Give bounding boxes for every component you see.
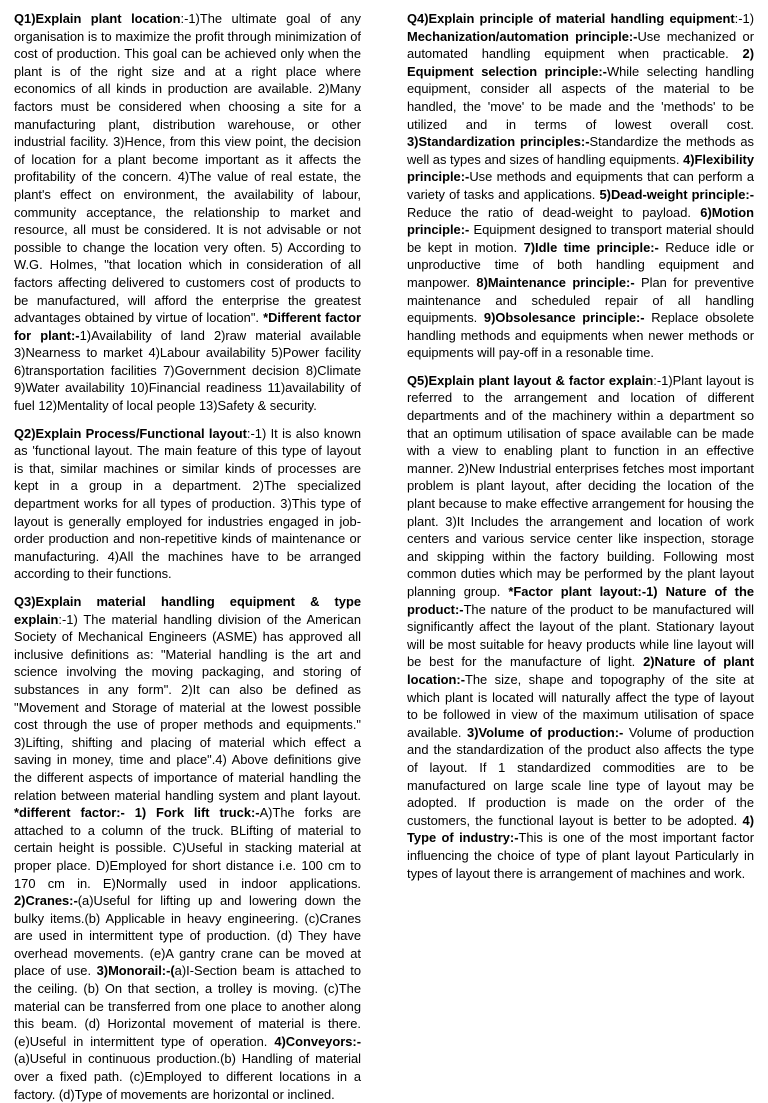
q4-text-5: Reduce the ratio of dead-weight to payload.: [407, 204, 701, 220]
q4-text-7: Reduce idle or unproductive time of both handling equipment and manpower.: [407, 239, 754, 290]
q3-conveyors-text: (a)Useful in continuous production.(b) Handling of material over a fixed path. (c)Employed to different locations in a factory. (d)Type of movements are horizontal or inclined.: [14, 1051, 361, 1102]
q4-principle-6: 6)Motion principle:-: [407, 204, 754, 238]
q4-intro: :-1): [734, 11, 754, 26]
q1-heading: Q1)Explain plant location: [14, 11, 181, 26]
q3-monorail-heading: 3)Monorail:-(: [96, 963, 175, 979]
q4-text-1: Use mechanized or automated handling equipment when practicable.: [407, 28, 754, 62]
q4-principle-7: 7)Idle time principle:-: [523, 239, 659, 255]
q2-text: :-1) It is also known as 'functional layout. The main feature of this type of layout is that, similar machines or similar kinds of processes are kept in a group in a department. 2)The specialized department works for all types of production. 3)This type of layout is generally employed for industries engaged in job-order production and non-repetitive kinds of maintenance or manufacturing. 4)All the machines have to be arranged according to their functions.: [14, 425, 362, 582]
q3-conveyors-heading: 4)Conveyors:-: [274, 1033, 361, 1049]
q3-paragraph: [14, 593, 361, 1103]
q3-text: :-1) The material handling division of the American Society of Mechanical Engineers (ASME) has approved all inclusive definitions as: "Material handling is the art and science involving the moving packaging, and storing of substances in any form". 2)It can also be defined as "Movement and Storage of material at the lowest possible cost through the use of proper methods and equipments." 3)Lifting, shifting and placing of material which effect a saving in money, time and place".4) Above definitions give the different aspects of importance of material handling the relation between material handling system and plant layout.: [14, 611, 361, 803]
q5-text-4: Volume of production and the standardization of the product also affects the type of layout. If 1 standardized commodities are to be manufactured on large scale line type of layout may be adopted. If production is made on the order of the customers, the functional layout is better to be adopted.: [407, 724, 754, 828]
q4-text-2: While selecting handling equipment, consider all aspects of the material to be handled, the 'move' to be made and the 'methods' to be utilized and in terms of lowest overall cost.: [407, 63, 754, 132]
q2-heading: Q2)Explain Process/Functional layout: [14, 425, 247, 441]
q3-factor-heading: *different factor:- 1) Fork lift truck:-: [14, 805, 260, 821]
q1-factors-text: 1)Availability of land 2)raw material available 3)Nearness to market 4)Labour availability 5)Power facility 6)transportation facilities 7)Government decision 8)Climate 9)Water availability 10)Financial readiness 11)availability of fuel 12)Mentality of local people 13)Safety & security.: [14, 327, 361, 414]
q5-volume-heading: 3)Volume of production:-: [467, 724, 624, 740]
q4-text-3: Standardize the methods as well as types and sizes of handling equipments.: [407, 134, 754, 167]
q5-text-5: This is one of the most important factor influencing the choice of type of plant layout Particularly in types of layout there is arrangement of machines and work.: [407, 830, 754, 881]
q4-paragraph: [407, 10, 754, 362]
q2-paragraph: [14, 425, 361, 583]
q3-monorail-text: a)I-Section beam is attached to the ceiling. (b) On that section, a trolley is moving. (c)The material can be transferred from one place to another along this beam. (d) Horizontal movement of material is there. (e)Useful in intermittent type of operation.: [14, 963, 361, 1049]
q4-principle-2: 2) Equipment selection principle:-: [407, 46, 754, 79]
q5-text: :-1)Plant layout is referred to the arrangement and location of different departments and of the machinery within a department so that an optimum utilisation of space available can be made with a view to enabling plant to function in an effective manner. 2)New Industrial enterprises fetches most important problem is plant layout, after deciding the location of the plant because to make effective arrangement for housing the plant. 3)It Includes the arrangement and location of work centers and various service center like inspection, storage and skipping within the factory building. Following most common duties which may be performed by the plant layout planning group.: [407, 372, 754, 599]
q1-text: :-1)The ultimate goal of any organisation is to maximize the profit through minimization of cost of production. This goal can be achieved only when the plant is of the right size and at a right place where economics of all kinds in production are available. 2)Many factors must be considered when choosing a site for a manufacturing plant, distribution warehouse, or other industrial facility. 3)Hence, from this view point, the decision of location for a plant become important as it affects the profitability of the concern. 4)The value of real estate, the plant's effect on environment, the availability of labour, community acceptance, the relationship to market and resource, all must be considered. It is not advisable or not possible to change the location very often. 5) According to W.G. Holmes, "that location which in consideration of all factors affecting delivered to customers cost of products to be manufactured, will afford the enterprise the greatest advantages obtained by virtue of location".: [14, 11, 361, 326]
q5-factor-heading: *Factor plant layout:-1) Nature of the product:-: [407, 584, 754, 617]
q5-text-3: The size, shape and topography of the site at which plant is located will naturally affect the type of layout to be followed in view of the maximum utilisation of space available.: [407, 671, 754, 740]
right-column: [407, 10, 754, 1024]
q4-principle-1: Mechanization/automation principle:-: [407, 28, 638, 44]
q5-paragraph: [407, 372, 754, 882]
q4-text-8: Plan for preventive maintenance and scheduled repair of all handling equipments.: [407, 274, 755, 326]
q4-principle-9: 9)Obsolesance principle:-: [483, 310, 645, 326]
q5-heading: Q5)Explain plant layout & factor explain: [407, 372, 654, 388]
q4-text-6: Equipment designed to transport material should be kept in motion.: [407, 222, 754, 255]
q5-industry-heading: 4) Type of industry:-: [407, 812, 754, 846]
q3-cranes-heading: 2)Cranes:-: [14, 893, 78, 909]
q4-heading: Q4)Explain principle of material handling equipment: [407, 11, 735, 26]
q1-factors-heading: *Different factor for plant:-: [14, 310, 361, 343]
q5-location-heading: 2)Nature of plant location:-: [407, 654, 754, 687]
q3-heading: Q3)Explain material handling equipment & type explain: [14, 594, 361, 627]
q4-text-9: Replace obsolete handling methods and equipments when newer methods or equipments will pay-off in a resonable time.: [407, 310, 754, 361]
q1-paragraph: [14, 10, 361, 415]
left-column: [14, 10, 362, 1102]
q3-forklift-text: A)The forks are attached to a column of the truck. BLifting of material to certain height is possible. C)Useful in stacking material at proper place. D)Employed for short distance i.e. 100 cm to 170 cm in. E)Normally used in indoor applications.: [14, 805, 361, 891]
q5-text-2: The nature of the product to be manufactured will significantly affect the layout of the plant. Stationary layout will be most suitable for heavy products while line layout will be best for the manufacture of light.: [407, 601, 754, 670]
q4-text-4: Use methods and equipments that can perform a variety of tasks and applications.: [407, 169, 754, 202]
q4-principle-5: 5)Dead-weight principle:-: [599, 186, 754, 202]
q4-principle-8: 8)Maintenance principle:-: [476, 274, 635, 290]
q4-principle-3: 3)Standardization principles:-: [407, 134, 590, 150]
q3-cranes-text: (a)Useful for lifting up and lowering down the bulky items.(b) Applicable in heavy engineering. (c)Cranes are used in intermittent type of production. (d) They have overhead movements. (e)A gantry crane can be moved at place of use.: [14, 893, 361, 979]
q4-principle-4: 4)Flexibility principle:-: [407, 151, 754, 185]
